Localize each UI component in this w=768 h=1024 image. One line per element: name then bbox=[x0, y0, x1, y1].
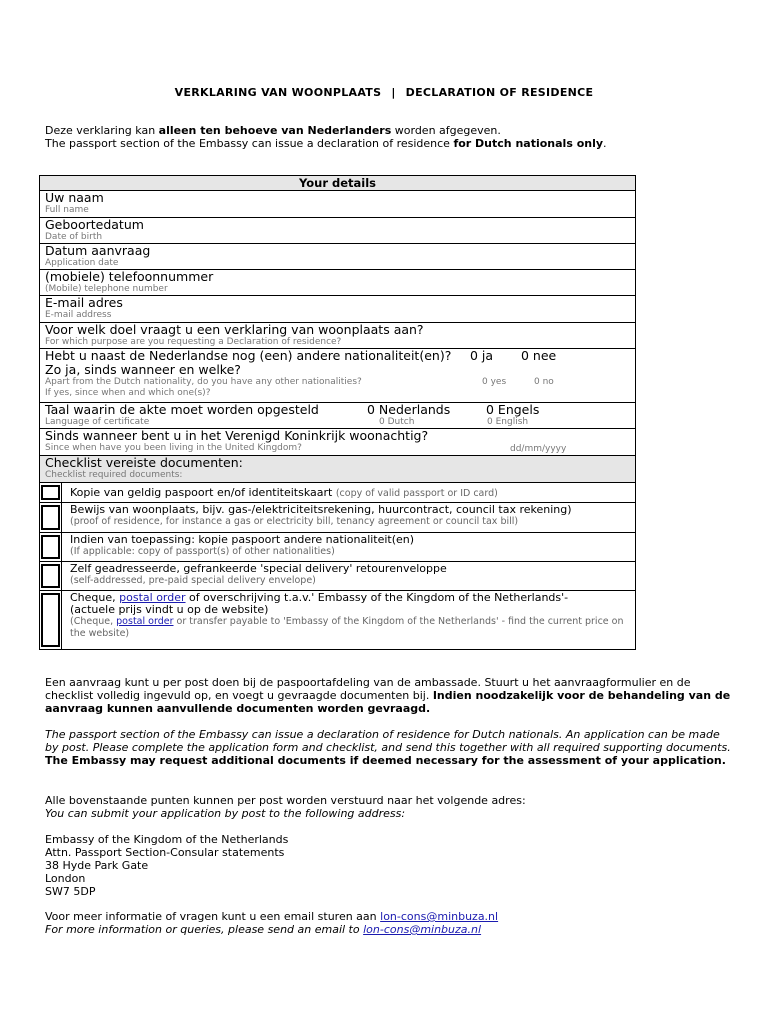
para1-text: Een aanvraag kunt u per post doen bij de paspoortafdeling van de ambassade. Stuurt u het aanvraagformulier en de checklist volledig ingevuld op, en voegt u gevraagde documenten bij. bbox=[45, 676, 691, 702]
checklist-item bbox=[40, 562, 635, 591]
checklist-text: Cheque, bbox=[70, 591, 120, 604]
embassy-address bbox=[45, 833, 735, 898]
dob-sublabel: Date of birth bbox=[45, 232, 103, 242]
intro-en-bold: for Dutch nationals only bbox=[453, 137, 604, 150]
checklist-text-en-cont: or transfer payable to 'Embassy of the Kingdom of the Netherlands' - find the current price on the website) bbox=[70, 616, 624, 639]
phone-sublabel: (Mobile) telephone number bbox=[45, 284, 168, 294]
checkbox[interactable] bbox=[40, 503, 62, 532]
language-english-option[interactable]: 0 Engels bbox=[486, 402, 540, 417]
purpose-label: Voor welk doel vraagt u een verklaring van woonplaats aan? bbox=[45, 322, 424, 337]
title-nl: VERKLARING VAN WOONPLAATS bbox=[174, 86, 382, 99]
checkbox[interactable] bbox=[40, 562, 62, 590]
residence-since-field[interactable] bbox=[40, 429, 635, 456]
title-en: DECLARATION OF RESIDENCE bbox=[405, 86, 594, 99]
intro-en-text: The passport section of the Embassy can issue a declaration of residence bbox=[45, 137, 454, 150]
checklist-text-en: (copy of valid passport or ID card) bbox=[335, 488, 498, 499]
nationality-no-en: 0 no bbox=[534, 377, 554, 387]
appdate-label: Datum aanvraag bbox=[45, 243, 151, 258]
checklist-label: Checklist vereiste documenten: bbox=[45, 455, 243, 470]
details-form bbox=[39, 175, 636, 650]
purpose-field[interactable] bbox=[40, 323, 635, 349]
full-name-field[interactable] bbox=[40, 191, 635, 218]
address-line: Attn. Passport Section-Consular statements bbox=[45, 846, 285, 859]
submit-en: You can submit your application by post to the following address: bbox=[45, 807, 406, 820]
intro bbox=[45, 124, 735, 150]
language-field bbox=[40, 403, 635, 429]
date-placeholder: dd/mm/yyyy bbox=[510, 444, 567, 454]
checklist-item bbox=[40, 591, 635, 649]
checklist-text: Indien van toepassing: kopie paspoort andere nationaliteit(en) bbox=[70, 533, 415, 546]
email-link-en[interactable]: lon-cons@minbuza.nl bbox=[363, 923, 482, 936]
checklist-item bbox=[40, 533, 635, 562]
contact-nl: Voor meer informatie of vragen kunt u een email sturen aan bbox=[45, 910, 381, 923]
nationality-no-option[interactable]: 0 nee bbox=[521, 348, 557, 363]
nationality-yes-option[interactable]: 0 ja bbox=[470, 348, 494, 363]
contact-info bbox=[45, 910, 735, 936]
purpose-sublabel: For which purpose are you requesting a Declaration of residence? bbox=[45, 337, 342, 347]
contact-en: For more information or queries, please send an email to bbox=[45, 923, 364, 936]
language-dutch-option[interactable]: 0 Nederlands bbox=[367, 402, 451, 417]
postal-order-link-en[interactable]: postal order bbox=[116, 616, 174, 627]
paragraph-nl bbox=[45, 676, 735, 715]
form-header: Your details bbox=[40, 176, 635, 191]
email-link[interactable]: lon-cons@minbuza.nl bbox=[380, 910, 499, 923]
phone-field[interactable] bbox=[40, 270, 635, 296]
checklist-text-en: (Cheque, bbox=[70, 616, 117, 627]
intro-en-end: . bbox=[603, 137, 607, 150]
nationality-label: Hebt u naast de Nederlandse nog (een) andere nationaliteit(en)? bbox=[45, 348, 452, 363]
since-sublabel: Since when have you been living in the United Kingdom? bbox=[45, 443, 302, 453]
language-english-en: 0 English bbox=[487, 417, 529, 427]
checkbox[interactable] bbox=[40, 483, 62, 502]
intro-nl-bold: alleen ten behoeve van Nederlanders bbox=[158, 124, 392, 137]
title-separator: | bbox=[391, 86, 396, 99]
email-field[interactable] bbox=[40, 296, 635, 323]
checklist-text-en: (proof of residence, for instance a gas or electricity bill, tenancy agreement or council tax bill) bbox=[70, 516, 519, 527]
checklist-text-en: (If applicable: copy of passport(s) of other nationalities) bbox=[70, 546, 335, 557]
application-date-field[interactable] bbox=[40, 244, 635, 270]
para2-text: The passport section of the Embassy can issue a declaration of residence for Dutch nationals. An application can be made by post. Please complete the application form and checklist, and send this together with all required supporting documents. bbox=[45, 728, 731, 754]
address-line: 38 Hyde Park Gate bbox=[45, 859, 149, 872]
address-line: London bbox=[45, 872, 86, 885]
email-sublabel: E-mail address bbox=[45, 310, 112, 320]
intro-nl-text: Deze verklaring kan bbox=[45, 124, 159, 137]
submit-instructions bbox=[45, 794, 735, 820]
checklist-sublabel: Checklist required documents: bbox=[45, 470, 183, 480]
full-name-sublabel: Full name bbox=[45, 205, 89, 215]
intro-nl-end: worden afgegeven. bbox=[391, 124, 501, 137]
date-of-birth-field[interactable] bbox=[40, 218, 635, 244]
nationality-field bbox=[40, 349, 635, 403]
checklist-text: Zelf geadresseerde, gefrankeerde 'special delivery' retourenveloppe bbox=[70, 562, 447, 575]
page-title bbox=[0, 86, 768, 99]
appdate-sublabel: Application date bbox=[45, 258, 119, 268]
para1-bold: Indien noodzakelijk voor de behandeling van de aanvraag kunnen aanvullende documenten worden gevraagd. bbox=[45, 689, 731, 715]
postal-order-link[interactable]: postal order bbox=[119, 591, 186, 604]
checklist-item bbox=[40, 483, 635, 503]
checklist-text-cont: of overschrijving t.a.v.' Embassy of the Kingdom of the Netherlands'- bbox=[185, 591, 569, 604]
dob-label: Geboortedatum bbox=[45, 217, 144, 232]
checkbox[interactable] bbox=[40, 533, 62, 561]
nationality-sublabel-2: If yes, since when and which one(s)? bbox=[45, 388, 211, 398]
language-dutch-en: 0 Dutch bbox=[379, 417, 415, 427]
nationality-sublabel: Apart from the Dutch nationality, do you have any other nationalities? bbox=[45, 377, 362, 387]
checklist-text: Bewijs van woonplaats, bijv. gas-/elektriciteitsrekening, huurcontract, council tax rekening) bbox=[70, 503, 572, 516]
full-name-label: Uw naam bbox=[45, 190, 104, 205]
phone-label: (mobiele) telefoonnummer bbox=[45, 269, 214, 284]
nationality-yes-en: 0 yes bbox=[482, 377, 507, 387]
checklist-heading bbox=[40, 456, 635, 483]
email-label: E-mail adres bbox=[45, 295, 123, 310]
language-label: Taal waarin de akte moet worden opgesteld bbox=[45, 402, 319, 417]
checkbox[interactable] bbox=[40, 591, 62, 649]
paragraph-en bbox=[45, 728, 735, 767]
checklist-text: Kopie van geldig paspoort en/of identiteitskaart bbox=[70, 486, 333, 499]
checklist-item bbox=[40, 503, 635, 533]
language-sublabel: Language of certificate bbox=[45, 417, 150, 427]
submit-nl: Alle bovenstaande punten kunnen per post worden verstuurd naar het volgende adres: bbox=[45, 794, 526, 807]
nationality-label-2: Zo ja, sinds wanneer en welke? bbox=[45, 362, 241, 377]
since-label: Sinds wanneer bent u in het Verenigd Koninkrijk woonachtig? bbox=[45, 428, 429, 443]
checklist-text-en: (self-addressed, pre-paid special delivery envelope) bbox=[70, 575, 316, 586]
checklist-text-line2: (actuele prijs vindt u op de website) bbox=[70, 603, 269, 616]
address-line: Embassy of the Kingdom of the Netherlands bbox=[45, 833, 289, 846]
address-line: SW7 5DP bbox=[45, 885, 96, 898]
para2-bold: The Embassy may request additional documents if deemed necessary for the assessment of your application. bbox=[45, 754, 726, 767]
